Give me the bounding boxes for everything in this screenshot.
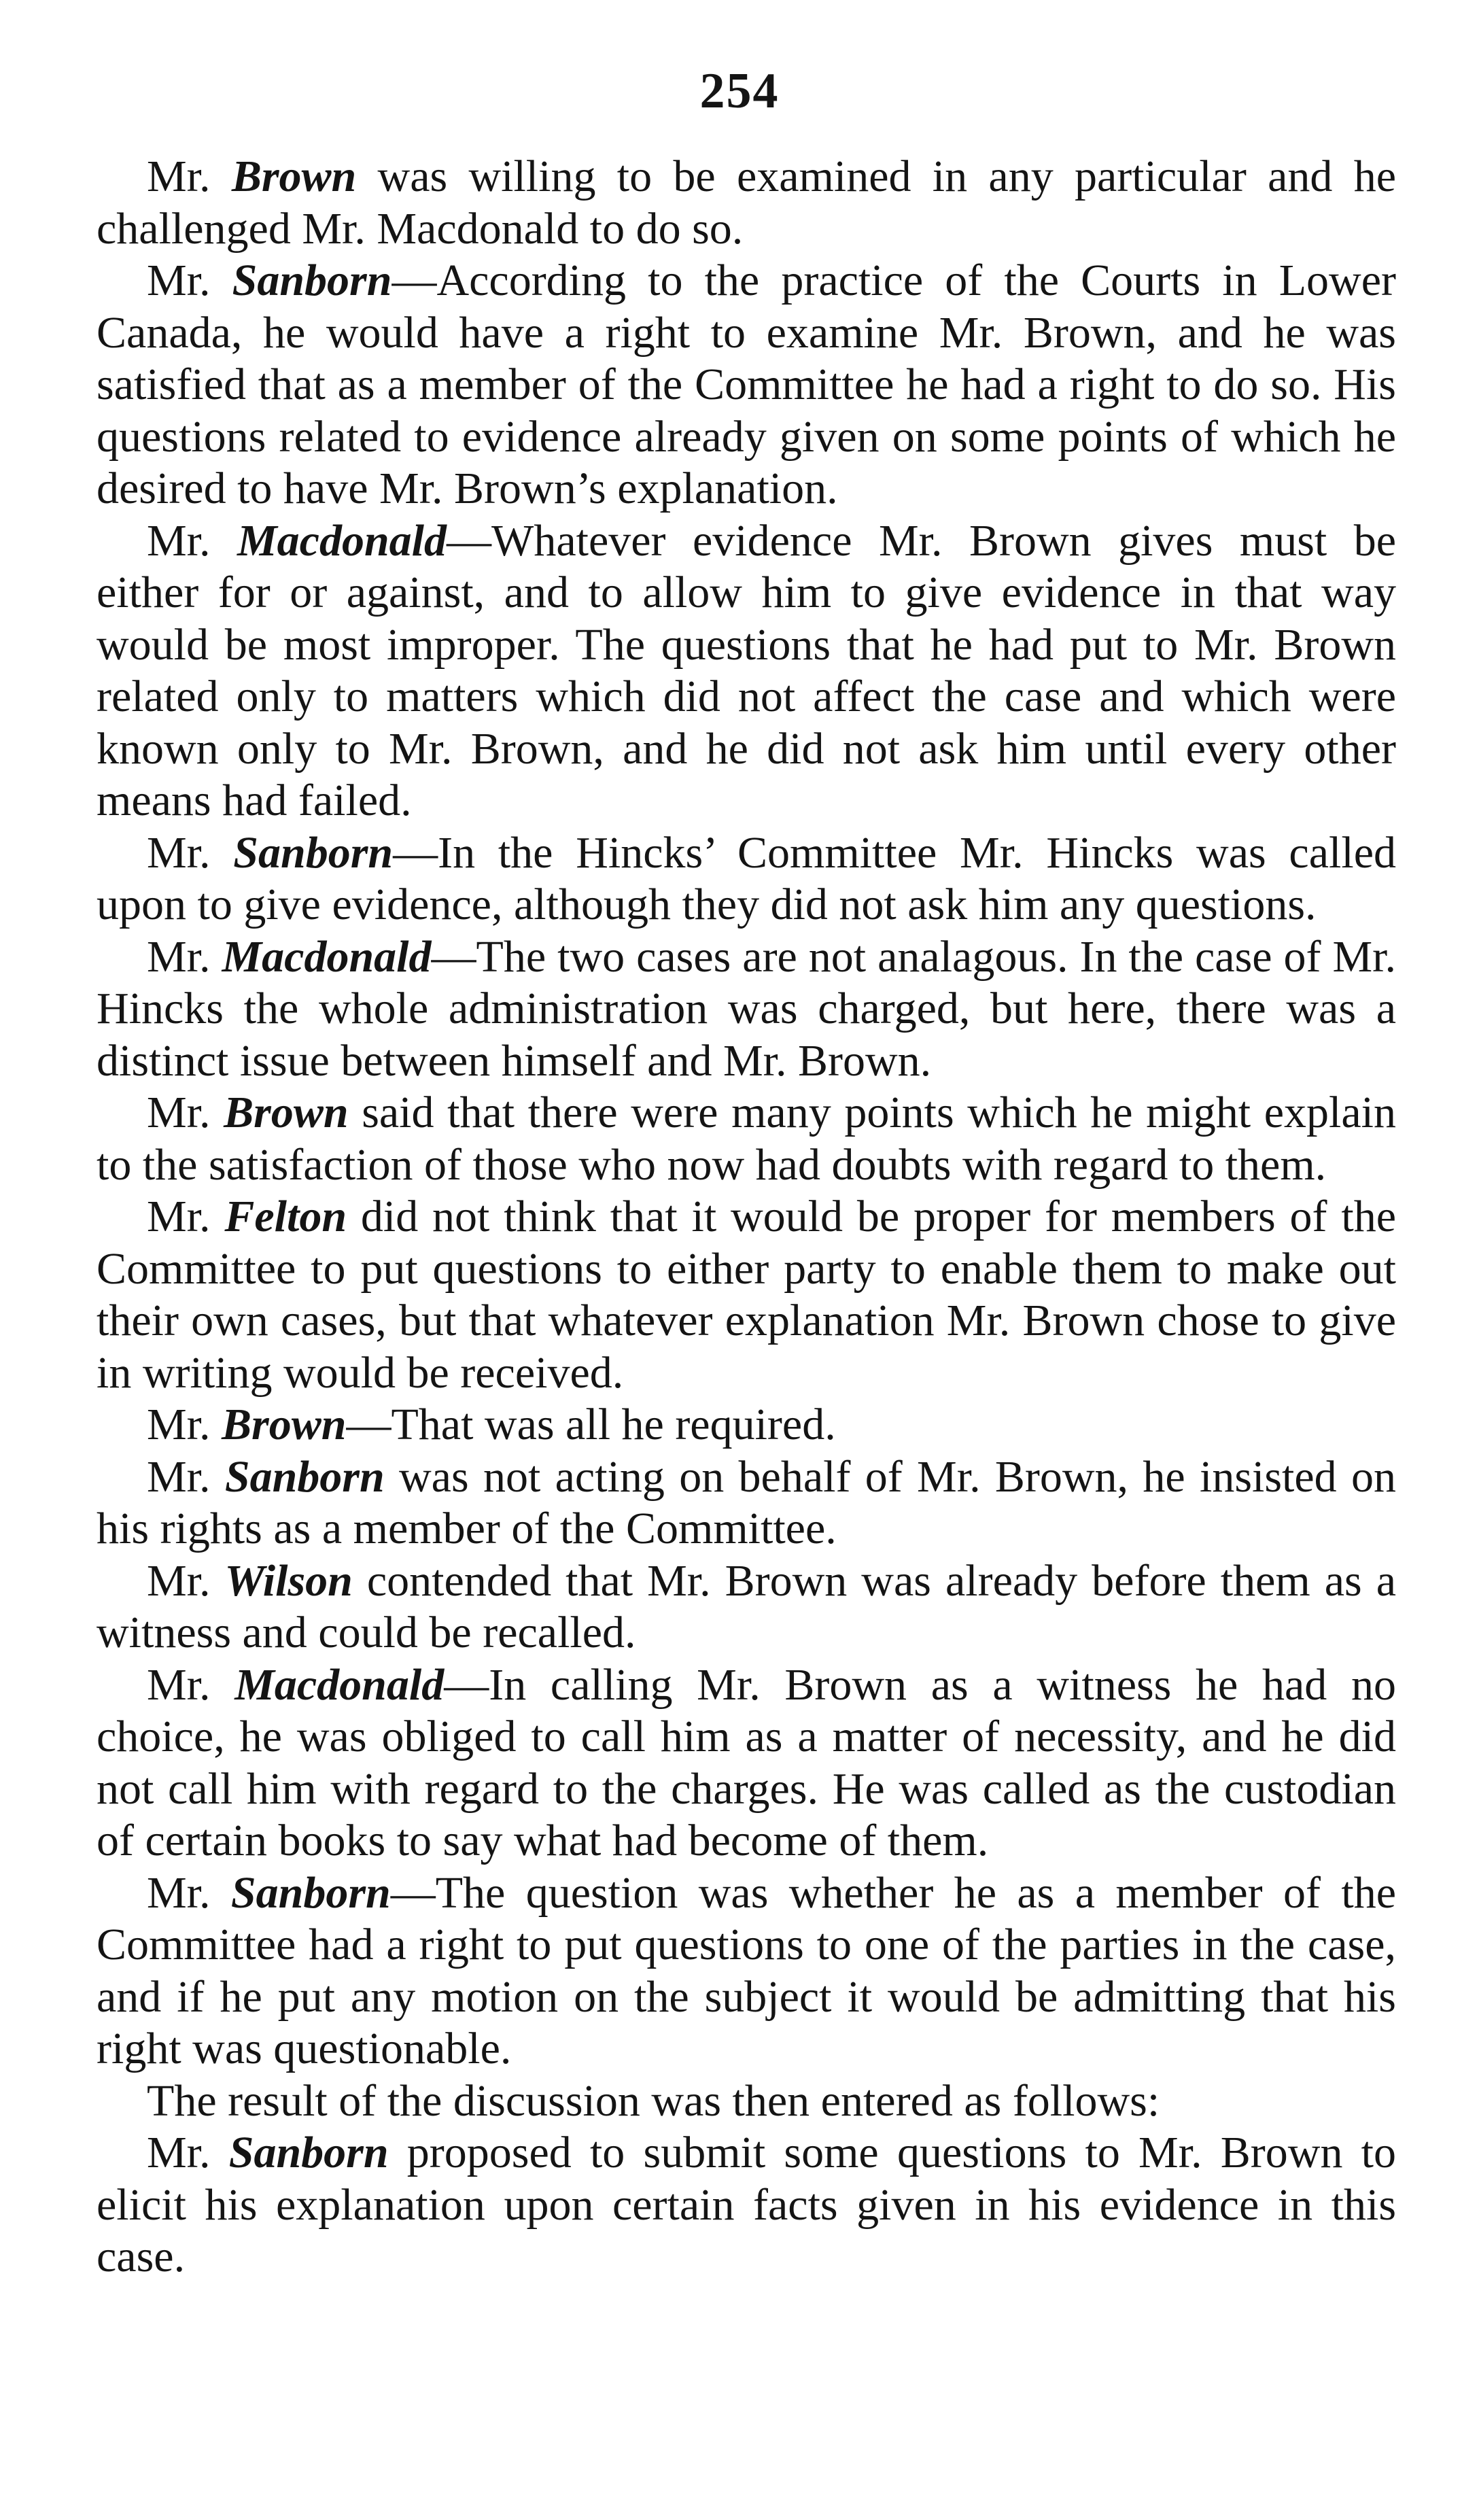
paragraph-result — [97, 2075, 1396, 2128]
paragraph-brown-required — [97, 1399, 1396, 1451]
paragraph-text: proposed to submit some questions to Mr. Brown to elicit his explanation upon certain facts given in his evidence in this case. — [97, 2128, 1397, 2281]
paragraph-prefix: Mr. — [147, 152, 232, 201]
paragraph-sanborn-question — [97, 1867, 1396, 2075]
paragraph-macdonald-witness — [97, 1659, 1396, 1867]
speaker-name: Sanborn — [224, 1451, 385, 1502]
paragraph-text: —The two cases are not analagous. In the case of Mr. Hincks the whole administration was charged, but here, there was a distinct issue between himself and Mr. Brown. — [97, 931, 1397, 1086]
paragraph-prefix: Mr. — [147, 1192, 225, 1241]
paragraph-prefix: Mr. — [147, 1451, 225, 1502]
speaker-name: Macdonald — [234, 1659, 445, 1710]
speaker-name: Sanborn — [233, 827, 394, 878]
body-text — [97, 151, 1396, 2283]
paragraph-text: The result of the discussion was then entered as follows: — [147, 2075, 1160, 2126]
paragraph-sanborn-rights — [97, 1451, 1396, 1555]
speaker-name: Sanborn — [232, 256, 392, 305]
paragraph-text: did not think that it would be proper for members of the Committee to put questions to either party to enable them to make out their own cases, but that whatever explanation Mr. Brown chose to give in writing would be received. — [97, 1192, 1396, 1398]
paragraph-prefix: Mr. — [147, 2128, 229, 2177]
paragraph-macdonald-cases — [97, 931, 1396, 1088]
paragraph-prefix: Mr. — [147, 1555, 225, 1606]
paragraph-prefix: Mr. — [147, 827, 234, 878]
speaker-name: Sanborn — [228, 2128, 389, 2177]
paragraph-prefix: Mr. — [147, 931, 222, 982]
paragraph-wilson — [97, 1555, 1396, 1659]
paragraph-text: said that there were many points which he might explain to the satisfaction of those who now had doubts with regard to them. — [97, 1088, 1396, 1190]
paragraph-text: —In the Hincks’ Committee Mr. Hincks was called upon to give evidence, although they did not ask him any questions. — [97, 827, 1396, 929]
paragraph-text: —That was all he required. — [346, 1400, 836, 1449]
paragraph-felton — [97, 1191, 1396, 1399]
paragraph-prefix: Mr. — [147, 256, 232, 305]
paragraph-sanborn-practice — [97, 255, 1396, 515]
speaker-name: Brown — [231, 152, 357, 201]
paragraph-macdonald-evidence — [97, 515, 1396, 827]
paragraph-text: —The question was whether he as a member of the Committee had a right to put questions to one of the parties in the case, and if he put any motion on the subject it would be admitting that his right was questionable. — [97, 1867, 1396, 2073]
speaker-name: Wilson — [224, 1555, 353, 1606]
paragraph-prefix: Mr. — [147, 515, 237, 566]
speaker-name: Macdonald — [237, 515, 447, 566]
speaker-name: Brown — [224, 1088, 349, 1137]
speaker-name: Brown — [222, 1400, 347, 1449]
paragraph-text: —In calling Mr. Brown as a witness he had no choice, he was obliged to call him as a matter of necessity, and he did not call him with regard to the charges. He was called as the custodian of certain books to say what had become of them. — [97, 1659, 1396, 1865]
paragraph-sanborn-proposed — [97, 2127, 1396, 2283]
paragraph-brown-points — [97, 1087, 1396, 1191]
paragraph-text: was not acting on behalf of Mr. Brown, he insisted on his rights as a member of the Committee. — [97, 1451, 1396, 1553]
speaker-name: Sanborn — [230, 1867, 391, 1918]
paragraph-prefix: Mr. — [147, 1867, 231, 1918]
paragraph-text: —According to the practice of the Courts in Lower Canada, he would have a right to examine Mr. Brown, and he was satisfied that as a member of the Committee he had a right to do so. His questions related to evidence already given on some points of which he desired to have Mr. Brown’s explanation. — [97, 256, 1396, 513]
speaker-name: Macdonald — [222, 931, 432, 982]
speaker-name: Felton — [224, 1192, 347, 1241]
page-number: 254 — [699, 63, 780, 119]
paragraph-brown-willing — [97, 151, 1396, 255]
paragraph-text: contended that Mr. Brown was already before them as a witness and could be recalled. — [97, 1555, 1396, 1657]
paragraph-text: was willing to be examined in any particular and he challenged Mr. Macdonald to do so. — [97, 152, 1396, 254]
paragraph-prefix: Mr. — [147, 1659, 235, 1710]
paragraph-text: —Whatever evidence Mr. Brown gives must be either for or against, and to allow him to give evidence in that way would be most improper. The questions that he had put to Mr. Brown related only to matters which did not affect the case and which were known only to Mr. Brown, and he did not ask him until every other means had failed. — [97, 515, 1396, 825]
paragraph-prefix: Mr. — [147, 1088, 224, 1137]
paragraph-sanborn-hincks — [97, 827, 1396, 931]
paragraph-prefix: Mr. — [147, 1400, 222, 1449]
